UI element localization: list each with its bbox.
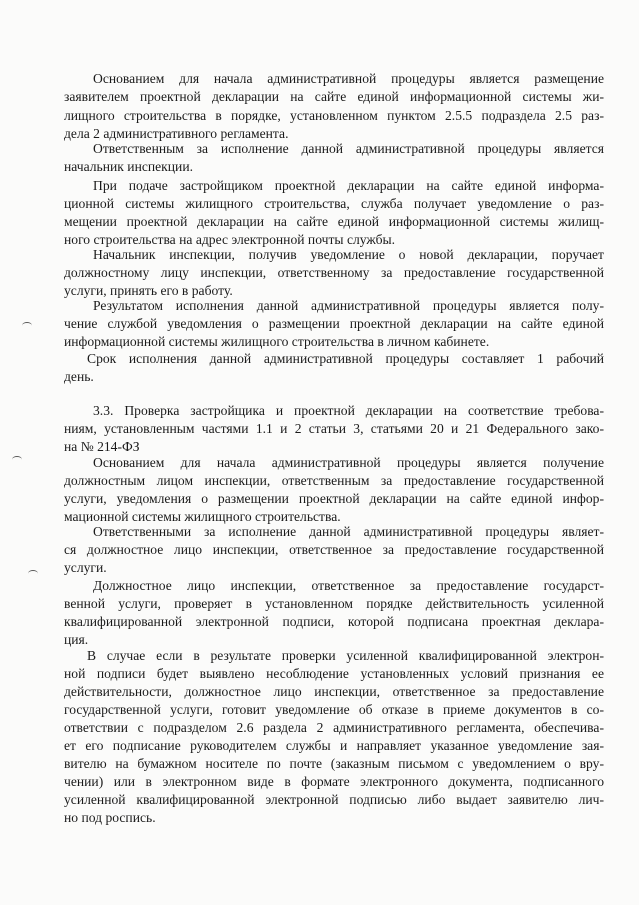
section-heading-line: ниям, установленным частями 1.1 и 2 статьи 3, статьями 20 и 21 Федерального зако- bbox=[64, 421, 604, 436]
text-line: чении) или в электронном виде в формате электронного документа, подписанного bbox=[64, 774, 604, 789]
text-line: венной услуги, проверяет в установленном порядке действительность усиленной bbox=[64, 596, 604, 611]
text-line: услуги, уведомления о размещении проектной декларации на сайте единой инфор- bbox=[64, 491, 604, 506]
text-line: Срок исполнения данной административной процедуры составляет 1 рабочий bbox=[87, 351, 604, 366]
text-line: ной подписи будет выявлено несоблюдение установленных условий признания ее bbox=[64, 666, 604, 681]
text-line: В случае если в результате проверки усиленной квалифицированной электрон- bbox=[87, 648, 604, 663]
text-line: ция. bbox=[64, 632, 89, 647]
text-line: должностным лицом инспекции, ответственным за предоставление государственной bbox=[64, 473, 604, 488]
scan-mark bbox=[22, 322, 32, 329]
text-line: действительности, должностное лицо инспекции, ответственное за предоставление bbox=[64, 684, 604, 699]
text-line: мационной системы жилищного строительства. bbox=[64, 509, 341, 524]
text-line: Основанием для начала административной процедуры является размещение bbox=[93, 71, 604, 86]
text-line: начальник инспекции. bbox=[64, 159, 194, 174]
text-line: ответствии с подразделом 2.6 раздела 2 административного регламента, обеспечива- bbox=[64, 720, 604, 735]
section-heading-line: 3.3. Проверка застройщика и проектной декларации на соответствие требова- bbox=[93, 403, 604, 418]
text-line: Основанием для начала административной процедуры является получение bbox=[93, 455, 604, 470]
text-line: должностному лицу инспекции, ответственному за предоставление государственной bbox=[64, 265, 604, 280]
text-line: лищного строительства в порядке, установленном пунктом 2.5.5 подраздела 2.5 раз- bbox=[64, 108, 604, 123]
text-line: чение службой уведомления о размещении проектной декларации на сайте единой bbox=[64, 316, 604, 331]
text-line: Результатом исполнения данной административной процедуры является полу- bbox=[93, 298, 604, 313]
text-line: ционной системы жилищного строительства, служба получает уведомление о раз- bbox=[64, 196, 604, 211]
text-line: ся должностное лицо инспекции, ответственное за предоставление государственной bbox=[64, 542, 604, 557]
text-line: услуги, принять его в работу. bbox=[64, 283, 233, 298]
text-line: услуги. bbox=[64, 560, 107, 575]
section-heading-line: на № 214-ФЗ bbox=[64, 439, 140, 454]
text-line: квалифицированной электронной подписи, которой подписана проектная деклара- bbox=[64, 614, 604, 629]
text-line: При подаче застройщиком проектной декларации на сайте единой информа- bbox=[93, 178, 604, 193]
text-line: день. bbox=[64, 369, 94, 384]
text-line: ет его подписание руководителем службы и направляет указанное уведомление зая- bbox=[64, 738, 604, 753]
text-line: Ответственным за исполнение данной административной процедуры является bbox=[93, 141, 604, 156]
text-line: Должностное лицо инспекции, ответственное за предоставление государст- bbox=[93, 578, 604, 593]
text-line: заявителем проектной декларации на сайте единой информационной системы жи- bbox=[64, 89, 604, 104]
text-line: дела 2 административного регламента. bbox=[64, 126, 289, 141]
text-line: государственной услуги, готовит уведомление об отказе в приеме документов в со- bbox=[64, 702, 604, 717]
text-line: информационной системы жилищного строительства в личном кабинете. bbox=[64, 334, 490, 349]
text-line: ного строительства на адрес электронной почты службы. bbox=[64, 232, 396, 247]
text-line: мещении проектной декларации на сайте единой информационной системы жилищ- bbox=[64, 214, 604, 229]
text-line: Ответственными за исполнение данной административной процедуры являет- bbox=[93, 524, 604, 539]
text-line: вителю на бумажном носителе по почте (заказным письмом с уведомлением о вру- bbox=[64, 756, 604, 771]
text-line: но под роспись. bbox=[64, 810, 156, 825]
scan-mark bbox=[12, 456, 22, 463]
text-line: Начальник инспекции, получив уведомление о новой декларации, поручает bbox=[93, 247, 604, 262]
scan-mark bbox=[28, 570, 38, 577]
text-line: усиленной квалифицированной электронной подписью либо выдает заявителю лич- bbox=[64, 792, 604, 807]
